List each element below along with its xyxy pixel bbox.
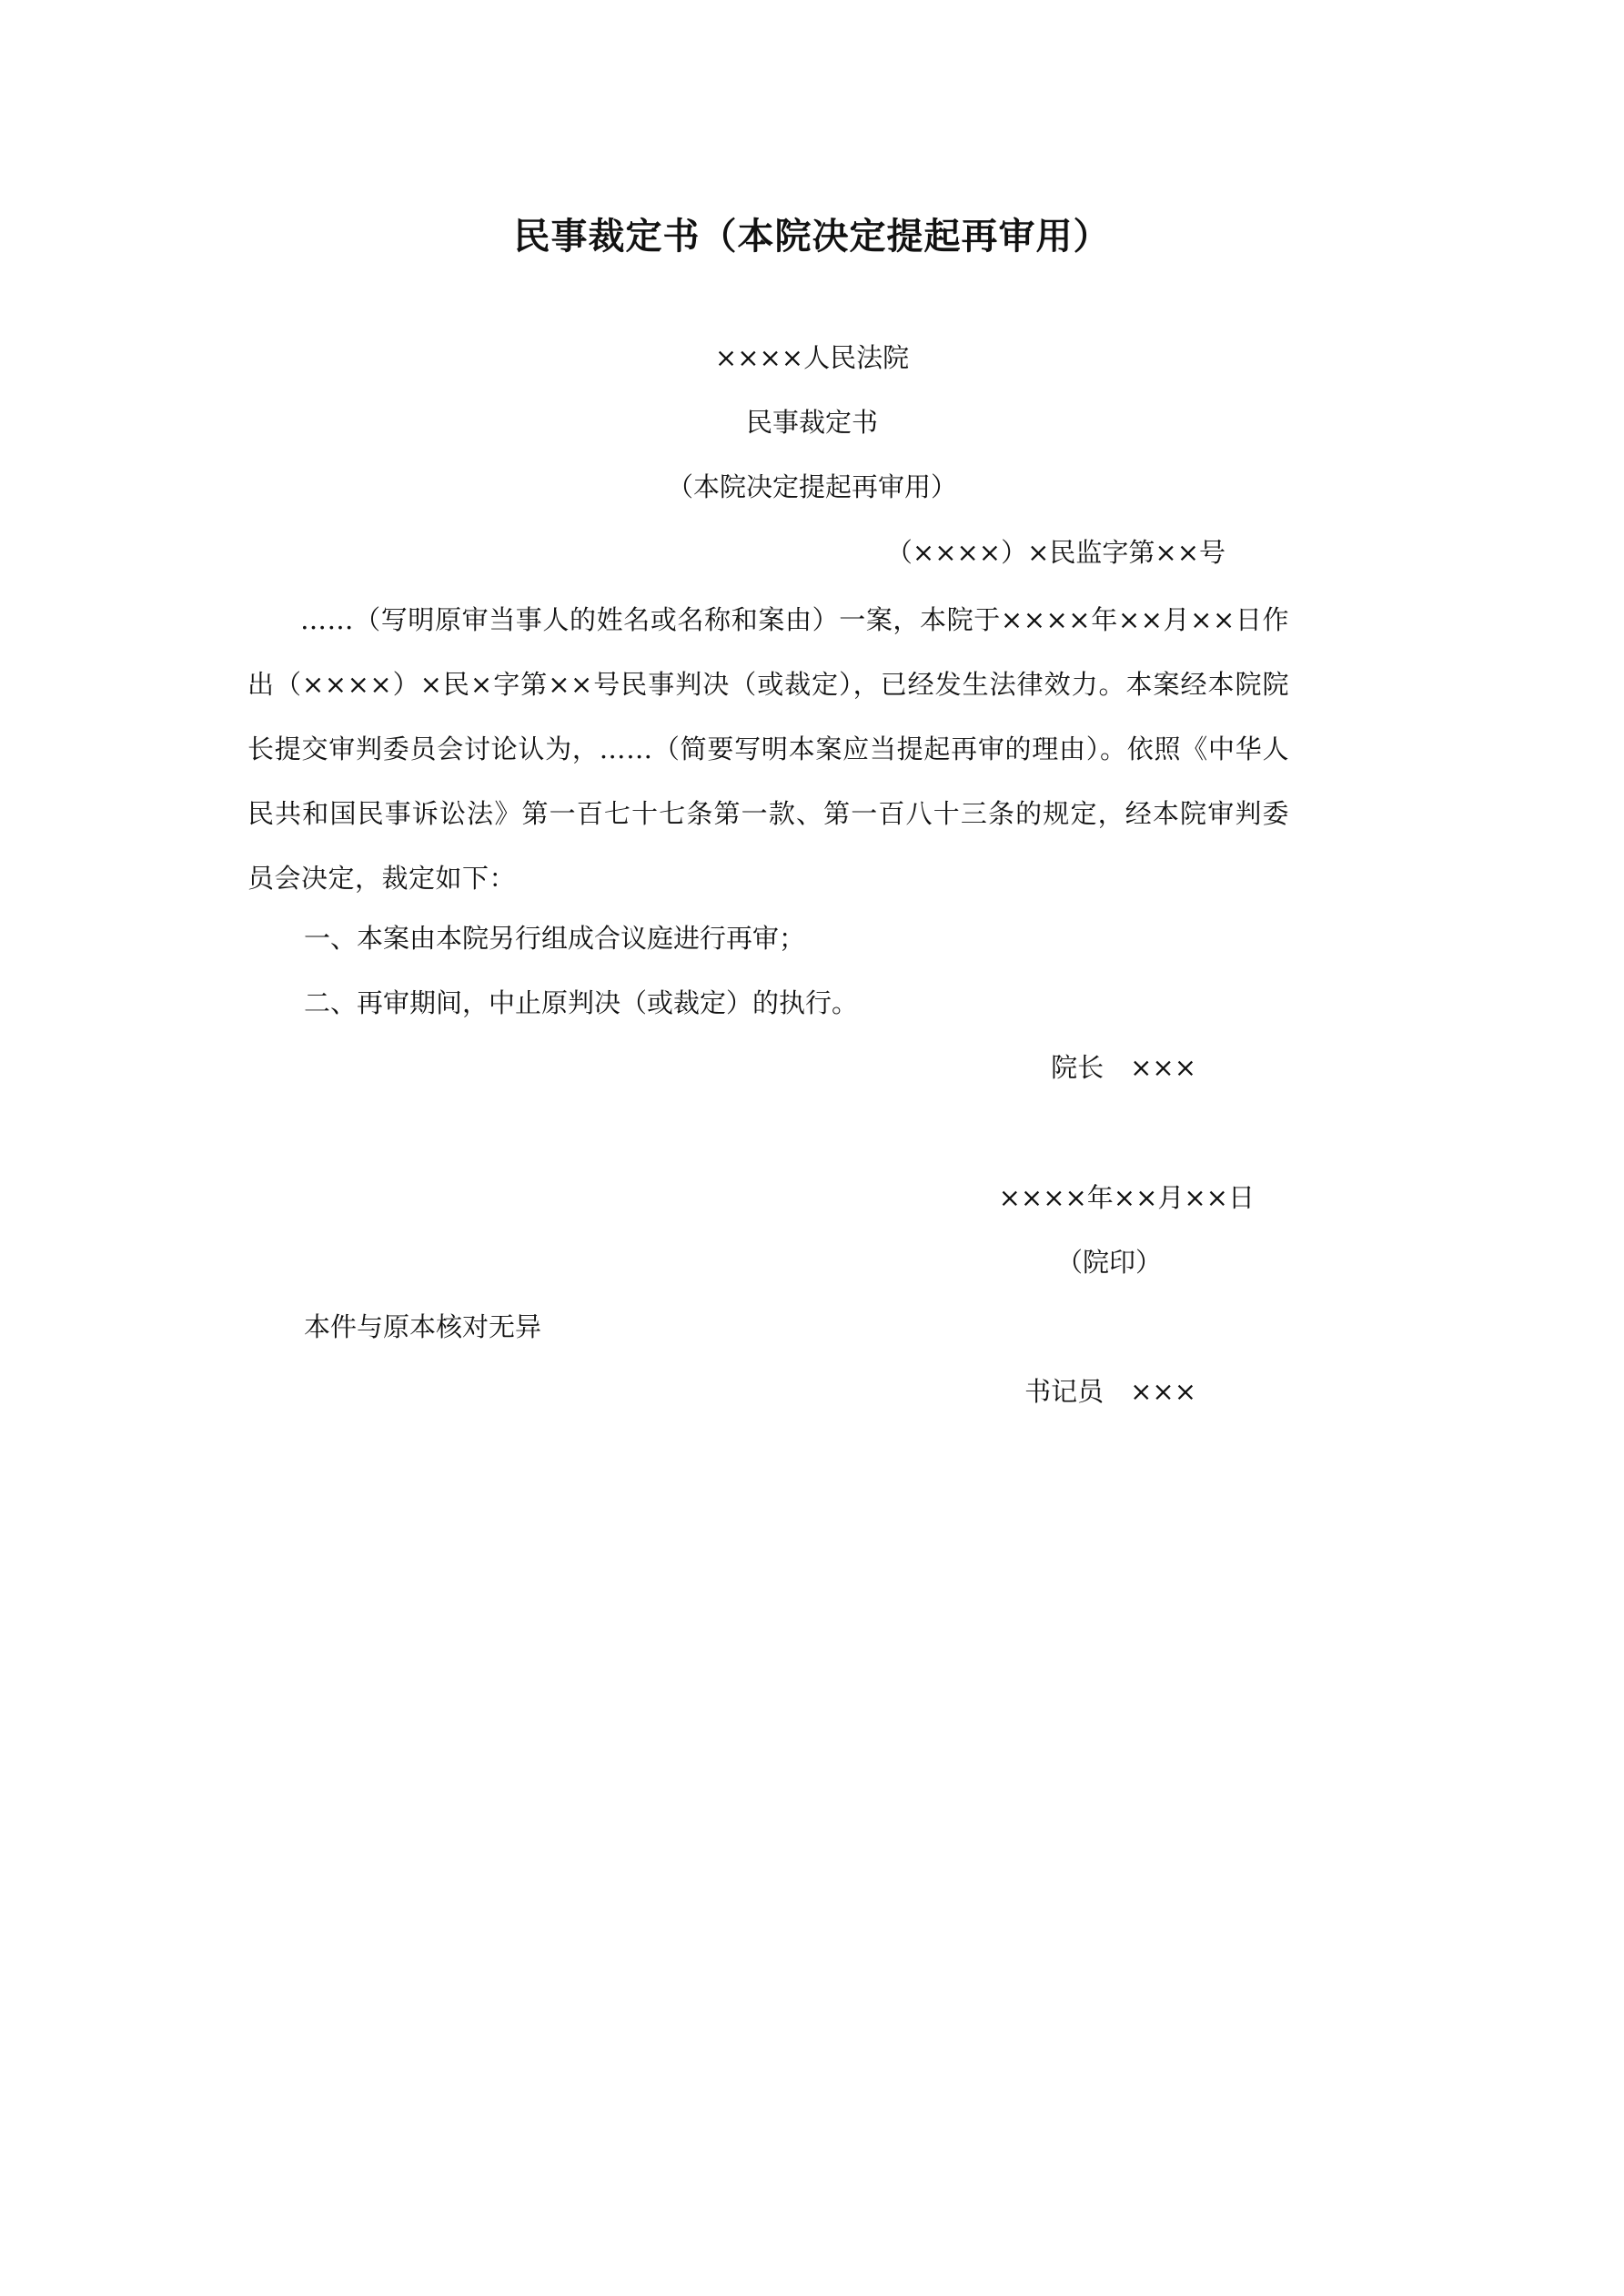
ruling-item-1: 一、本案由本院另行组成合议庭进行再审； [304, 923, 806, 954]
case-number: （××××）×民监字第××号 [885, 537, 1226, 568]
ruling-date: ××××年××月××日 [998, 1182, 1255, 1213]
clerk-signature: 书记员 ××× [1024, 1376, 1196, 1407]
ruling-item-2: 二、再审期间，中止原判决（或裁定）的执行。 [304, 987, 859, 1018]
document-title: 民事裁定书（本院决定提起再审用） [513, 215, 1111, 258]
document-type: 民事裁定书 [745, 407, 878, 438]
court-seal: （院印） [1055, 1247, 1162, 1278]
document-subtype: （本院决定提起再审用） [666, 471, 957, 502]
certification-note: 本件与原本核对无异 [304, 1311, 542, 1342]
president-signature: 院长 ××× [1051, 1052, 1196, 1083]
body-paragraph: ……（写明原审当事人的姓名或名称和案由）一案，本院于××××年××月××日作出（××××）×民×字第××号民事判决（或裁定），已经发生法律效力。本案经本院院长提交审判委员会讨论认为，……（简要写明本案应当提起再审的理由）。依照《中华人民共和国民事诉讼法》第一百七十七条第一款、第一百八十三条的规定，经本院审判委员会决定，裁定如下： [247, 604, 1289, 894]
court-name: ××××人民法院 [714, 342, 910, 373]
